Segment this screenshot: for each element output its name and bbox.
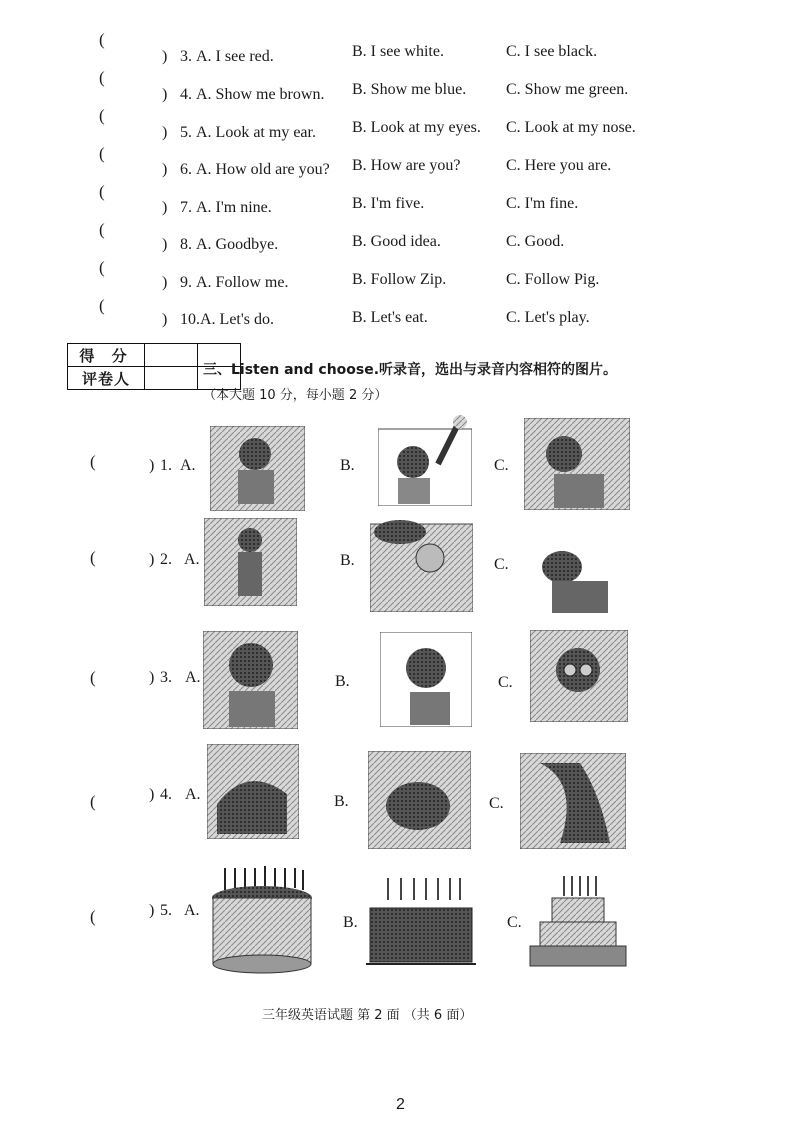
grader-label: 评卷人 <box>68 367 145 390</box>
option-c: C. Look at my nose. <box>506 119 636 136</box>
option-b: B. Follow Zip. <box>352 271 447 288</box>
option-b-label: B. <box>343 914 358 931</box>
option-b-label: B. <box>340 552 355 569</box>
picture-boy-with-glasses[interactable] <box>530 630 628 722</box>
option-a: A. Goodbye. <box>196 236 279 253</box>
picture-person-bowing[interactable] <box>538 545 618 617</box>
answer-bracket-left[interactable]: ( <box>99 296 105 315</box>
question-number: 4. <box>180 86 192 103</box>
answer-bracket-right: ) <box>149 786 155 803</box>
section-subtitle: （本大题 10 分，每小题 2 分） <box>203 388 388 403</box>
option-a: A. How old are you? <box>196 161 330 178</box>
answer-bracket-right: ) <box>162 236 168 253</box>
picture-boy-eating[interactable] <box>210 426 305 511</box>
question-number: 10. <box>180 311 200 328</box>
answer-bracket-right: ) <box>162 311 168 328</box>
answer-bracket-left[interactable]: ( <box>99 182 105 201</box>
question-number: 5. <box>160 902 172 919</box>
answer-bracket-right: ) <box>162 161 168 178</box>
option-c-label: C. <box>498 674 513 691</box>
question-number: 5. <box>180 124 192 141</box>
page-footer: 三年级英语试题 第 2 面 （共 6 面） <box>262 1008 473 1023</box>
picture-man-with-glasses[interactable] <box>370 518 473 612</box>
option-b-label: B. <box>340 457 355 474</box>
option-a-label: A. <box>184 902 200 919</box>
option-c: C. Good. <box>506 233 565 250</box>
answer-bracket-left[interactable]: ( <box>90 548 96 567</box>
answer-bracket-right: ) <box>162 48 168 65</box>
option-a: A. Look at my ear. <box>196 124 316 141</box>
option-c-label: C. <box>507 914 522 931</box>
option-a-label: A. <box>184 551 200 568</box>
option-c: C. Let's play. <box>506 309 590 326</box>
picture-boy-looking-down[interactable] <box>380 632 472 727</box>
answer-bracket-right: ) <box>149 551 155 568</box>
answer-bracket-right: ) <box>149 669 155 686</box>
answer-bracket-left[interactable]: ( <box>90 792 96 811</box>
answer-bracket-left[interactable]: ( <box>99 220 105 239</box>
option-c-label: C. <box>489 795 504 812</box>
answer-bracket-left[interactable]: ( <box>90 907 96 926</box>
option-a-label: A. <box>185 669 201 686</box>
page-number: 2 <box>396 1096 405 1113</box>
option-b: B. Look at my eyes. <box>352 119 481 136</box>
picture-boy-writing[interactable] <box>524 418 630 510</box>
answer-bracket-right: ) <box>162 124 168 141</box>
answer-bracket-left[interactable]: ( <box>99 30 105 49</box>
picture-cake-seven-candles[interactable] <box>366 872 476 970</box>
score-cell[interactable] <box>145 344 198 367</box>
question-number: 3. <box>160 669 172 686</box>
grader-cell[interactable] <box>145 367 198 390</box>
answer-bracket-right: ) <box>149 902 155 919</box>
option-a: A. Let's do. <box>200 311 274 328</box>
option-c: C. I see black. <box>506 43 598 60</box>
picture-boy-waving[interactable] <box>378 414 472 506</box>
option-b: B. How are you? <box>352 157 461 174</box>
section-title: 三、Listen and choose.听录音，选出与录音内容相符的图片。 <box>203 362 618 378</box>
answer-bracket-left[interactable]: ( <box>90 452 96 471</box>
option-a: A. Follow me. <box>196 274 289 291</box>
picture-closeup-b[interactable] <box>368 751 471 849</box>
option-b: B. Show me blue. <box>352 81 467 98</box>
question-number: 1. <box>160 457 172 474</box>
option-c-label: C. <box>494 457 509 474</box>
picture-boy-touching-face[interactable] <box>203 631 298 729</box>
question-number: 8. <box>180 236 192 253</box>
question-number: 4. <box>160 786 172 803</box>
question-number: 3. <box>180 48 192 65</box>
option-b: B. I'm five. <box>352 195 425 212</box>
question-number: 7. <box>180 199 192 216</box>
question-number: 6. <box>180 161 192 178</box>
option-b: B. Good idea. <box>352 233 441 250</box>
question-number: 2. <box>160 551 172 568</box>
picture-cake-nine-candles[interactable] <box>207 862 317 974</box>
option-c: C. Here you are. <box>506 157 612 174</box>
score-label: 得 分 <box>68 344 145 367</box>
option-c: C. I'm fine. <box>506 195 579 212</box>
answer-bracket-right: ) <box>162 86 168 103</box>
option-c: C. Follow Pig. <box>506 271 600 288</box>
answer-bracket-left[interactable]: ( <box>90 668 96 687</box>
picture-cake-tiered[interactable] <box>522 872 632 972</box>
answer-bracket-right: ) <box>149 457 155 474</box>
option-c: C. Show me green. <box>506 81 629 98</box>
picture-closeup-c[interactable] <box>520 753 626 849</box>
picture-closeup-a[interactable] <box>207 744 299 839</box>
answer-bracket-right: ) <box>162 199 168 216</box>
picture-child-standing[interactable] <box>204 518 297 606</box>
answer-bracket-left[interactable]: ( <box>99 144 105 163</box>
option-b: B. Let's eat. <box>352 309 428 326</box>
option-b-label: B. <box>334 793 349 810</box>
option-a: A. I'm nine. <box>196 199 272 216</box>
option-a: A. I see red. <box>196 48 274 65</box>
answer-bracket-left[interactable]: ( <box>99 258 105 277</box>
question-number: 9. <box>180 274 192 291</box>
option-b: B. I see white. <box>352 43 444 60</box>
answer-bracket-right: ) <box>162 274 168 291</box>
option-b-label: B. <box>335 673 350 690</box>
option-a-label: A. <box>180 457 196 474</box>
answer-bracket-left[interactable]: ( <box>99 106 105 125</box>
option-a: A. Show me brown. <box>196 86 325 103</box>
answer-bracket-left[interactable]: ( <box>99 68 105 87</box>
option-a-label: A. <box>185 786 201 803</box>
option-c-label: C. <box>494 556 509 573</box>
